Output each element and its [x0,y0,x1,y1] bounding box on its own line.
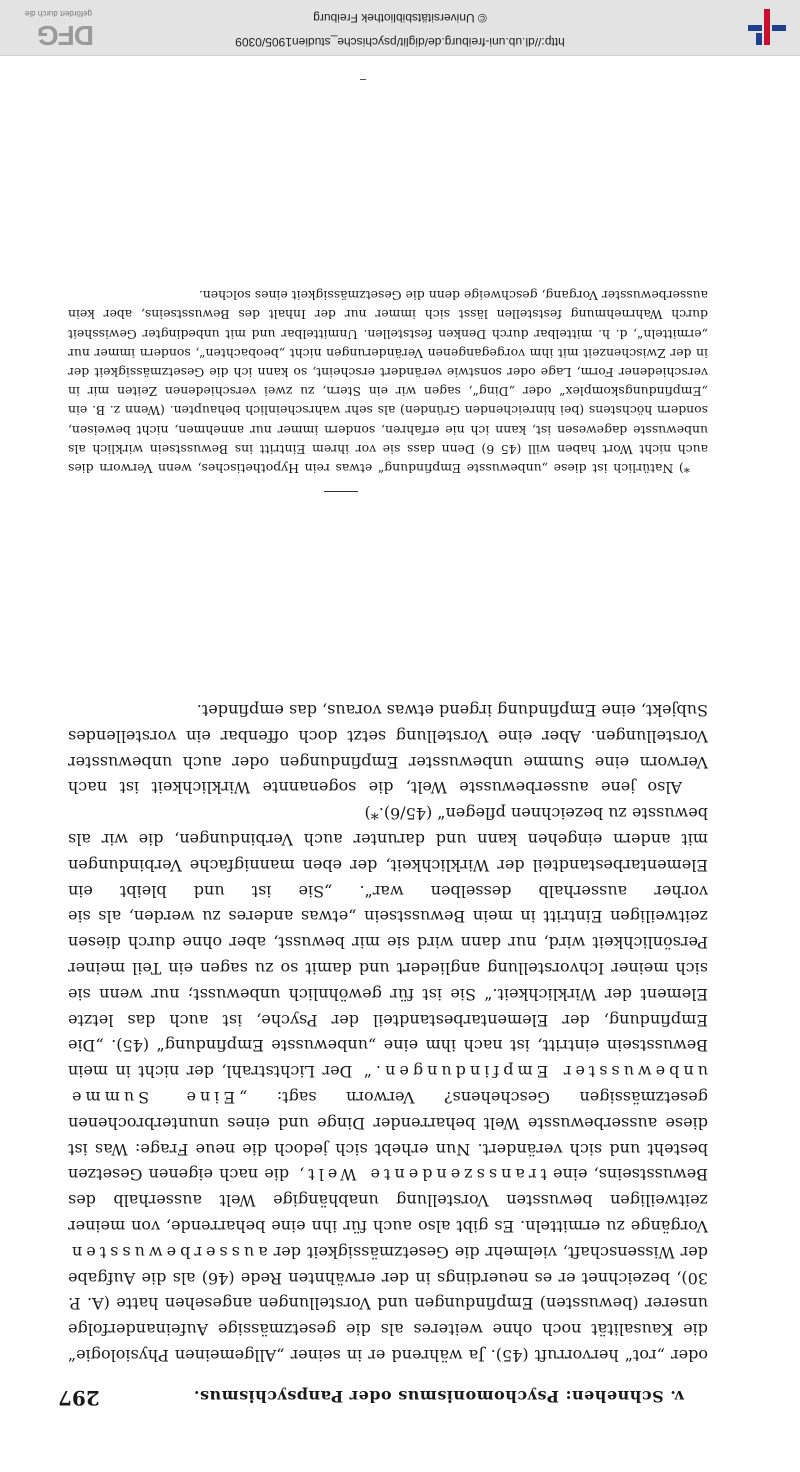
logo-bar [764,9,770,45]
paragraph-1-continuation: Vorgänge zu ermitteln. Es gibt also auch für ihn eine beharrende, von meiner zeitweiligen bewussten Vorstellung unabhängige Welt ausserhalb des Bewusstseins, eine [68,1165,708,1237]
repository-copyright: © Universitätsbibliothek Freiburg [313,11,487,25]
spaced-quote-empfindungen: „Eine Summe unbewusster Empfindungen.“ [68,1062,708,1108]
running-title: v. Schnehen: Psychomonismus oder Panpsychismus. [193,1387,684,1406]
footnote-text: *) Natürlich ist diese „unbewusste Empfindung“ etwas rein Hypothetisches, wenn Verworn dies auch nicht Wort haben will (45 6) Denn dass sie vor ihrem Eintritt ins Bewusstsein wirklich als unbewusste dagewesen ist, kann ich nie erfahren, sondern immer nur annehmen, nicht beweisen, sondern höchstens (bei hinreichenden Gründen) als sehr wahrscheinlich behaupten. (Wenn z. B. ein „Empfindungskomplex“ oder „Ding“, sagen wir ein Stern, zu zwei verschiedenen Zeiten mir in verschiedener Form, Lage oder sonstwie verändert erscheint, so kann ich die Gesetzmässigkeit der in der Zwischenzeit mit ihm vorgegangenen Veränderungen nicht „beobachten“, sondern immer nur „ermitteln“, d. h. mittelbar durch Denken feststellen. Unmittelbar und mit unbedingter Gewissheit durch Wahrnehmung feststellen lässt sich immer nur der Inhalt des Bewusstseins, aber kein ausserbewusster Vorgang, geschweige denn die Gesetzmässigkeit eines solchen. [68,288,708,476]
logo-bar [756,33,762,45]
logo-bar [772,25,786,31]
paragraph-1-tail: Der Lichtstrahl, der nicht in mein Bewusstsein eintritt, ist nach ihm eine „unbewusste Empfindung“ (45). „Die Empfindung, der Elementarbestandteil der Psyche, ist auch das letzte Element der Wirklichkeit.“ Sie ist für gewöhnlich unbewusst; nur wenn sie sich meiner Ichvorstellung angliedert und damit so zu sagen ein Teil meiner Persönlichkeit wird, nur dann wird sie mir bewusst, aber ohne durch diesen zeitweiligen Eintritt in mein Bewusstsein „etwas anderes zu werden, als sie vorher ausserhalb desselben war“. „Sie ist und bleibt ein Elementarbestandteil der Wirklichkeit, der eben mannigfache Verbindungen mit andern eingehen kann und darunter auch Verbindungen, die wir als bewusste zu bezeichnen pflegen“ (45/6).*) [67,804,708,1082]
paragraph-1-text: oder „rot“ hervorruft (45). Ja während er in seiner „Allgemeinen Physiologie“ die Kausalität noch ohne weiteres als die gesetzmässige Aufeinanderfolge unserer (bewussten) Empfindungen und Vorstellungen angesehen hatte (A. P. 30), bezeichnet er es neuerdings in der erwähnten Rede (46) als die Aufgabe der Wissenschaft, vielmehr die Gesetzmässigkeit der [68,1242,708,1365]
paragraph-1 [68,800,708,1368]
page-number: 297 [58,1386,100,1410]
paragraph-1-end: die nach eigenen Gesetzen besteht und sich verändert. Nun erhebt sich jedoch die neue Frage: Was ist diese ausserbewusste Welt beharrender Dinge und eines ununterbrochenen gesetzmässigen Geschehens? Verworn sagt: [67,1088,708,1185]
dfg-logo [4,3,94,51]
page-header [58,1382,708,1410]
repository-url[interactable]: http://dl.ub.uni-freiburg.de/diglit/psychische_studien1905/0309 [235,35,565,49]
repository-bar [0,0,800,56]
footnote-divider [324,491,358,492]
spaced-term-ausserbewussten: ausserbewussten [67,1242,268,1262]
logo-bar [748,25,762,31]
dfg-logo-tagline: gefördert durch die [24,9,92,18]
footnote [68,286,708,478]
paragraph-2: Also jene ausserbewusste Welt, die sogenannte Wirklichkeit ist nach Verworn eine Summe unbewusster Empfindungen oder auch unbewusster Vorstellungen. Aber eine Vorstellung setzt doch offenbar ein vorstellendes Subjekt, eine Empfindung irgend etwas voraus, das empfindet. [68,701,708,798]
dfg-logo-letters: DFG [37,20,94,51]
spaced-term-transszendente: transszendente Welt, [295,1165,547,1185]
page-mark [360,79,366,80]
main-text [68,697,708,1368]
ub-freiburg-logo-icon [740,9,786,45]
